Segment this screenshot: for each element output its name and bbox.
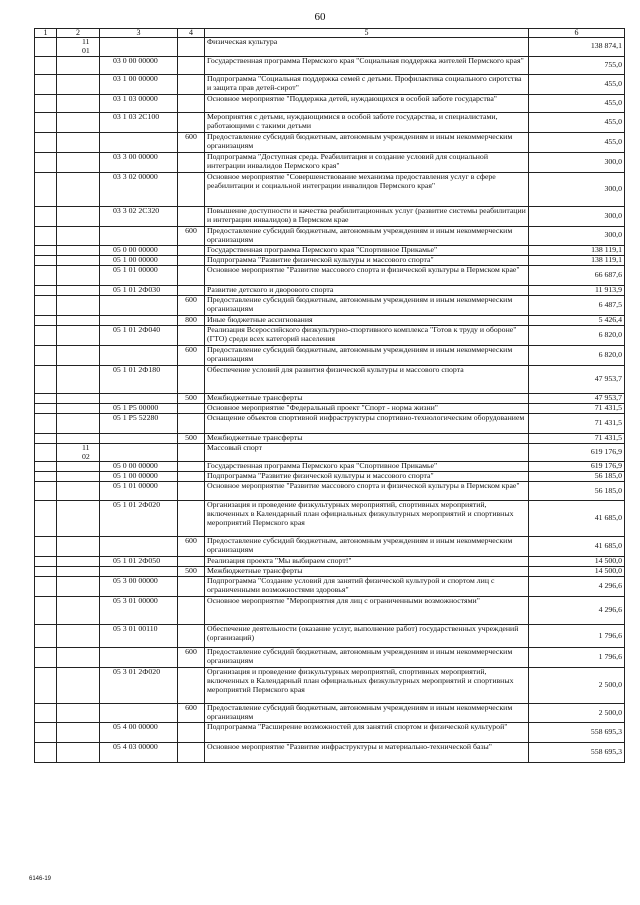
- cell-empty: [35, 172, 57, 206]
- cell-target-article: 03 1 03 2С100: [100, 112, 178, 132]
- cell-target-article: [100, 38, 178, 57]
- cell-name: Организация и проведение физкультурных мероприятий, спортивных мероприятий, включенных в Календарный план официальных физкультурных мероприятий и спортивных мероприятий Пермского края: [205, 668, 529, 704]
- cell-amount: 41 685,0: [529, 537, 625, 557]
- cell-name: Обеспечение деятельности (оказание услуг, выполнение работ) государственных учреждений (организаций): [205, 625, 529, 648]
- cell-name: Основное мероприятие "Федеральный проект "Спорт - норма жизни": [205, 403, 529, 413]
- cell-target-article: 05 0 00 00000: [100, 462, 178, 472]
- cell-section: [57, 132, 100, 152]
- cell-empty: [35, 38, 57, 57]
- cell-empty: [35, 345, 57, 365]
- cell-empty: [35, 472, 57, 482]
- cell-empty: [35, 315, 57, 325]
- cell-target-article: 05 1 P5 52280: [100, 413, 178, 433]
- cell-section: [57, 285, 100, 295]
- cell-section: [57, 56, 100, 74]
- cell-amount: 619 176,9: [529, 462, 625, 472]
- cell-empty: [35, 94, 57, 112]
- table-row: [35, 537, 625, 557]
- cell-amount: 300,0: [529, 172, 625, 206]
- cell-section: [57, 94, 100, 112]
- cell-empty: [35, 132, 57, 152]
- cell-amount: 66 687,6: [529, 265, 625, 285]
- page-number: 60: [314, 11, 326, 23]
- cell-target-article: 05 4 00 00000: [100, 723, 178, 743]
- table-row: [35, 472, 625, 482]
- cell-target-article: [100, 295, 178, 315]
- cell-expense-type: [178, 472, 205, 482]
- table-body: [35, 38, 625, 763]
- cell-name: Основное мероприятие "Развитие инфраструктуры и материально-технической базы": [205, 743, 529, 763]
- cell-section: 11 01: [57, 38, 100, 57]
- table-row: [35, 704, 625, 723]
- cell-amount: 6 487,5: [529, 295, 625, 315]
- cell-empty: [35, 112, 57, 132]
- cell-empty: [35, 393, 57, 403]
- table-row: [35, 345, 625, 365]
- cell-amount: 300,0: [529, 152, 625, 172]
- table-row: [35, 625, 625, 648]
- cell-section: [57, 295, 100, 315]
- cell-amount: 455,0: [529, 74, 625, 94]
- cell-expense-type: [178, 255, 205, 265]
- cell-target-article: 05 1 00 00000: [100, 472, 178, 482]
- cell-target-article: 03 3 00 00000: [100, 152, 178, 172]
- cell-amount: 14 500,0: [529, 557, 625, 567]
- cell-name: Оснащение объектов спортивной инфраструктуры спортивно-технологическим оборудованием: [205, 413, 529, 433]
- table-row: [35, 443, 625, 462]
- table-row: [35, 393, 625, 403]
- table-row: [35, 285, 625, 295]
- cell-amount: 2 500,0: [529, 668, 625, 704]
- cell-name: Подпрограмма "Развитие физической культуры и массового спорта": [205, 472, 529, 482]
- column-header: 3: [100, 29, 178, 38]
- cell-name: Организация и проведение физкультурных мероприятий, спортивных мероприятий, включенных в Календарный план официальных физкультурных мероприятий и спортивных мероприятий Пермского края: [205, 501, 529, 537]
- cell-amount: 11 913,9: [529, 285, 625, 295]
- cell-expense-type: 600: [178, 704, 205, 723]
- cell-empty: [35, 206, 57, 226]
- cell-amount: 71 431,5: [529, 403, 625, 413]
- cell-section: [57, 567, 100, 577]
- cell-empty: [35, 537, 57, 557]
- cell-empty: [35, 403, 57, 413]
- cell-section: [57, 462, 100, 472]
- cell-expense-type: 500: [178, 567, 205, 577]
- cell-target-article: 03 3 02 2С320: [100, 206, 178, 226]
- cell-empty: [35, 577, 57, 597]
- cell-section: [57, 577, 100, 597]
- table-row: [35, 38, 625, 57]
- cell-target-article: 05 1 01 00000: [100, 482, 178, 501]
- table-row: [35, 365, 625, 393]
- cell-name: Основное мероприятие "Развитие массового спорта и физической культуры в Пермском крае": [205, 265, 529, 285]
- cell-target-article: [100, 345, 178, 365]
- cell-section: [57, 226, 100, 245]
- cell-amount: 71 431,5: [529, 413, 625, 433]
- cell-section: [57, 365, 100, 393]
- cell-name: Основное мероприятие "Мероприятия для лиц с ограниченными возможностями": [205, 597, 529, 625]
- cell-name: Подпрограмма "Доступная среда. Реабилитация и создание условий для социальной интеграции инвалидов Пермского края": [205, 152, 529, 172]
- cell-expense-type: 600: [178, 132, 205, 152]
- cell-name: Государственная программа Пермского края "Социальная поддержка жителей Пермского края": [205, 56, 529, 74]
- table-row: [35, 668, 625, 704]
- cell-empty: [35, 625, 57, 648]
- cell-expense-type: [178, 152, 205, 172]
- cell-name: Предоставление субсидий бюджетным, автономным учреждениям и иным некоммерческим организациям: [205, 295, 529, 315]
- cell-name: Основное мероприятие "Развитие массового спорта и физической культуры в Пермском крае": [205, 482, 529, 501]
- cell-target-article: 05 1 P5 00000: [100, 403, 178, 413]
- cell-section: [57, 112, 100, 132]
- cell-empty: [35, 501, 57, 537]
- cell-expense-type: [178, 413, 205, 433]
- cell-expense-type: [178, 285, 205, 295]
- cell-name: Межбюджетные трансферты: [205, 393, 529, 403]
- table-row: [35, 94, 625, 112]
- cell-expense-type: [178, 743, 205, 763]
- cell-empty: [35, 295, 57, 315]
- cell-empty: [35, 648, 57, 668]
- cell-amount: 47 953,7: [529, 393, 625, 403]
- cell-target-article: 05 3 01 00110: [100, 625, 178, 648]
- column-header: 4: [178, 29, 205, 38]
- table-row: [35, 112, 625, 132]
- table-row: [35, 462, 625, 472]
- table-row: [35, 255, 625, 265]
- cell-target-article: 05 1 01 2Ф020: [100, 501, 178, 537]
- cell-amount: 4 296,6: [529, 577, 625, 597]
- cell-section: [57, 597, 100, 625]
- cell-amount: 300,0: [529, 206, 625, 226]
- cell-empty: [35, 743, 57, 763]
- cell-section: [57, 557, 100, 567]
- cell-amount: 138 874,1: [529, 38, 625, 57]
- cell-section: [57, 537, 100, 557]
- cell-expense-type: [178, 597, 205, 625]
- cell-empty: [35, 597, 57, 625]
- budget-table: [34, 28, 625, 763]
- cell-empty: [35, 704, 57, 723]
- table-row: [35, 577, 625, 597]
- table-row: [35, 597, 625, 625]
- cell-target-article: 03 1 00 00000: [100, 74, 178, 94]
- cell-name: Повышение доступности и качества реабилитационных услуг (развитие системы реабилитации и интеграции инвалидов) в Пермском крае: [205, 206, 529, 226]
- cell-empty: [35, 723, 57, 743]
- cell-empty: [35, 74, 57, 94]
- table-row: [35, 74, 625, 94]
- cell-name: Развитие детского и дворового спорта: [205, 285, 529, 295]
- table-row: [35, 206, 625, 226]
- cell-amount: 2 500,0: [529, 704, 625, 723]
- cell-name: Межбюджетные трансферты: [205, 433, 529, 443]
- cell-target-article: 05 1 01 00000: [100, 265, 178, 285]
- table-row: [35, 226, 625, 245]
- cell-target-article: 05 4 03 00000: [100, 743, 178, 763]
- table-row: [35, 152, 625, 172]
- cell-empty: [35, 285, 57, 295]
- cell-expense-type: 600: [178, 226, 205, 245]
- table-row: [35, 567, 625, 577]
- cell-name: Мероприятия с детьми, нуждающимися в особой заботе государства, и специалистами, работающими с такими детьми: [205, 112, 529, 132]
- cell-section: 11 02: [57, 443, 100, 462]
- cell-empty: [35, 567, 57, 577]
- cell-amount: 71 431,5: [529, 433, 625, 443]
- cell-amount: 1 796,6: [529, 625, 625, 648]
- cell-section: [57, 648, 100, 668]
- cell-name: Основное мероприятие "Совершенствование механизма предоставления услуг в сфере реабилитации и социальной интеграции инвалидов Пермского края": [205, 172, 529, 206]
- table-row: [35, 723, 625, 743]
- cell-empty: [35, 226, 57, 245]
- cell-target-article: 05 1 01 2Ф030: [100, 285, 178, 295]
- cell-name: Предоставление субсидий бюджетным, автономным учреждениям и иным некоммерческим организациям: [205, 537, 529, 557]
- cell-section: [57, 723, 100, 743]
- cell-empty: [35, 152, 57, 172]
- cell-expense-type: [178, 501, 205, 537]
- table-row: [35, 433, 625, 443]
- cell-amount: 6 820,0: [529, 325, 625, 345]
- cell-section: [57, 743, 100, 763]
- cell-empty: [35, 325, 57, 345]
- cell-name: Предоставление субсидий бюджетным, автономным учреждениям и иным некоммерческим организациям: [205, 648, 529, 668]
- column-header: 6: [529, 29, 625, 38]
- cell-expense-type: [178, 325, 205, 345]
- cell-amount: 558 695,3: [529, 743, 625, 763]
- cell-expense-type: [178, 482, 205, 501]
- cell-amount: 56 185,0: [529, 482, 625, 501]
- cell-expense-type: [178, 577, 205, 597]
- cell-amount: 138 119,1: [529, 255, 625, 265]
- cell-name: Основное мероприятие "Поддержка детей, нуждающихся в особой заботе государства": [205, 94, 529, 112]
- cell-amount: 1 796,6: [529, 648, 625, 668]
- cell-expense-type: [178, 74, 205, 94]
- cell-target-article: [100, 226, 178, 245]
- cell-amount: 619 176,9: [529, 443, 625, 462]
- cell-name: Реализация Всероссийского физкультурно-спортивного комплекса "Готов к труду и обороне" (ГТО) среди всех категорий населения: [205, 325, 529, 345]
- cell-expense-type: [178, 403, 205, 413]
- cell-target-article: 05 1 01 2Ф050: [100, 557, 178, 567]
- table-row: [35, 245, 625, 255]
- cell-section: [57, 413, 100, 433]
- cell-empty: [35, 56, 57, 74]
- cell-empty: [35, 265, 57, 285]
- cell-amount: 138 119,1: [529, 245, 625, 255]
- cell-expense-type: 500: [178, 433, 205, 443]
- column-header: 1: [35, 29, 57, 38]
- table-row: [35, 325, 625, 345]
- cell-empty: [35, 557, 57, 567]
- cell-target-article: 05 3 01 2Ф020: [100, 668, 178, 704]
- cell-name: Обеспечение условий для развития физической культуры и массового спорта: [205, 365, 529, 393]
- cell-amount: 5 426,4: [529, 315, 625, 325]
- table-row: [35, 501, 625, 537]
- cell-target-article: [100, 648, 178, 668]
- cell-section: [57, 433, 100, 443]
- cell-section: [57, 668, 100, 704]
- cell-section: [57, 245, 100, 255]
- table-row: [35, 295, 625, 315]
- cell-expense-type: [178, 245, 205, 255]
- cell-section: [57, 74, 100, 94]
- cell-section: [57, 152, 100, 172]
- cell-amount: 455,0: [529, 94, 625, 112]
- cell-name: Подпрограмма "Расширение возможностей для занятий спортом и физической культурой": [205, 723, 529, 743]
- cell-target-article: [100, 704, 178, 723]
- cell-target-article: 05 1 01 2Ф180: [100, 365, 178, 393]
- cell-expense-type: [178, 443, 205, 462]
- cell-target-article: 05 3 01 00000: [100, 597, 178, 625]
- cell-amount: 558 695,3: [529, 723, 625, 743]
- cell-name: Государственная программа Пермского края "Спортивное Прикамье": [205, 245, 529, 255]
- cell-name: Предоставление субсидий бюджетным, автономным учреждениям и иным некоммерческим организациям: [205, 704, 529, 723]
- cell-name: Подпрограмма "Социальная поддержка семей с детьми. Профилактика социального сиротства и защита прав детей-сирот": [205, 74, 529, 94]
- cell-empty: [35, 255, 57, 265]
- cell-amount: 14 500,0: [529, 567, 625, 577]
- cell-expense-type: [178, 365, 205, 393]
- cell-section: [57, 472, 100, 482]
- cell-section: [57, 403, 100, 413]
- cell-expense-type: 600: [178, 345, 205, 365]
- table-row: [35, 265, 625, 285]
- cell-expense-type: 500: [178, 393, 205, 403]
- cell-amount: 6 820,0: [529, 345, 625, 365]
- table-row: [35, 648, 625, 668]
- table-row: [35, 172, 625, 206]
- cell-section: [57, 704, 100, 723]
- cell-amount: 755,0: [529, 56, 625, 74]
- cell-amount: 455,0: [529, 112, 625, 132]
- table-header-row: [35, 29, 625, 38]
- cell-section: [57, 265, 100, 285]
- cell-expense-type: [178, 38, 205, 57]
- cell-amount: 4 296,6: [529, 597, 625, 625]
- cell-target-article: [100, 132, 178, 152]
- table-row: [35, 557, 625, 567]
- column-header: 2: [57, 29, 100, 38]
- cell-target-article: 03 3 02 00000: [100, 172, 178, 206]
- cell-target-article: [100, 443, 178, 462]
- footer-code: 6146-19: [29, 876, 52, 882]
- cell-target-article: [100, 315, 178, 325]
- cell-section: [57, 206, 100, 226]
- table-row: [35, 743, 625, 763]
- cell-name: Межбюджетные трансферты: [205, 567, 529, 577]
- table-row: [35, 132, 625, 152]
- cell-expense-type: [178, 462, 205, 472]
- cell-target-article: [100, 393, 178, 403]
- cell-section: [57, 393, 100, 403]
- cell-expense-type: 600: [178, 295, 205, 315]
- cell-amount: 455,0: [529, 132, 625, 152]
- cell-expense-type: 600: [178, 537, 205, 557]
- cell-section: [57, 482, 100, 501]
- cell-name: Иные бюджетные ассигнования: [205, 315, 529, 325]
- cell-target-article: [100, 567, 178, 577]
- cell-name: Подпрограмма "Развитие физической культуры и массового спорта": [205, 255, 529, 265]
- cell-section: [57, 501, 100, 537]
- column-header: 5: [205, 29, 529, 38]
- cell-empty: [35, 245, 57, 255]
- cell-expense-type: [178, 265, 205, 285]
- cell-section: [57, 345, 100, 365]
- cell-expense-type: [178, 112, 205, 132]
- cell-name: Массовый спорт: [205, 443, 529, 462]
- cell-empty: [35, 413, 57, 433]
- table-row: [35, 413, 625, 433]
- cell-target-article: 05 1 01 2Ф040: [100, 325, 178, 345]
- cell-section: [57, 172, 100, 206]
- cell-expense-type: [178, 557, 205, 567]
- table-row: [35, 315, 625, 325]
- cell-name: Государственная программа Пермского края "Спортивное Прикамье": [205, 462, 529, 472]
- cell-target-article: 05 3 00 00000: [100, 577, 178, 597]
- cell-section: [57, 325, 100, 345]
- cell-empty: [35, 668, 57, 704]
- cell-name: Реализация проекта "Мы выбираем спорт!": [205, 557, 529, 567]
- cell-name: Предоставление субсидий бюджетным, автономным учреждениям и иным некоммерческим организациям: [205, 345, 529, 365]
- cell-amount: 47 953,7: [529, 365, 625, 393]
- cell-target-article: [100, 433, 178, 443]
- cell-empty: [35, 365, 57, 393]
- cell-name: Подпрограмма "Создание условий для занятий физической культурой и спортом лиц с ограниченными возможностями здоровья": [205, 577, 529, 597]
- cell-name: Предоставление субсидий бюджетным, автономным учреждениям и иным некоммерческим организациям: [205, 226, 529, 245]
- cell-expense-type: 600: [178, 648, 205, 668]
- cell-expense-type: [178, 172, 205, 206]
- cell-expense-type: [178, 206, 205, 226]
- cell-section: [57, 315, 100, 325]
- cell-empty: [35, 443, 57, 462]
- table-row: [35, 56, 625, 74]
- cell-empty: [35, 433, 57, 443]
- cell-amount: 41 685,0: [529, 501, 625, 537]
- cell-target-article: 03 0 00 00000: [100, 56, 178, 74]
- cell-empty: [35, 482, 57, 501]
- cell-expense-type: [178, 668, 205, 704]
- cell-expense-type: [178, 723, 205, 743]
- cell-expense-type: [178, 94, 205, 112]
- cell-amount: 300,0: [529, 226, 625, 245]
- table-row: [35, 403, 625, 413]
- cell-section: [57, 255, 100, 265]
- cell-name: Предоставление субсидий бюджетным, автономным учреждениям и иным некоммерческим организациям: [205, 132, 529, 152]
- cell-section: [57, 625, 100, 648]
- cell-target-article: 05 0 00 00000: [100, 245, 178, 255]
- cell-name: Физическая культура: [205, 38, 529, 57]
- cell-expense-type: [178, 56, 205, 74]
- cell-expense-type: 800: [178, 315, 205, 325]
- cell-target-article: 05 1 00 00000: [100, 255, 178, 265]
- cell-expense-type: [178, 625, 205, 648]
- cell-amount: 56 185,0: [529, 472, 625, 482]
- cell-target-article: 03 1 03 00000: [100, 94, 178, 112]
- cell-empty: [35, 462, 57, 472]
- table-row: [35, 482, 625, 501]
- cell-target-article: [100, 537, 178, 557]
